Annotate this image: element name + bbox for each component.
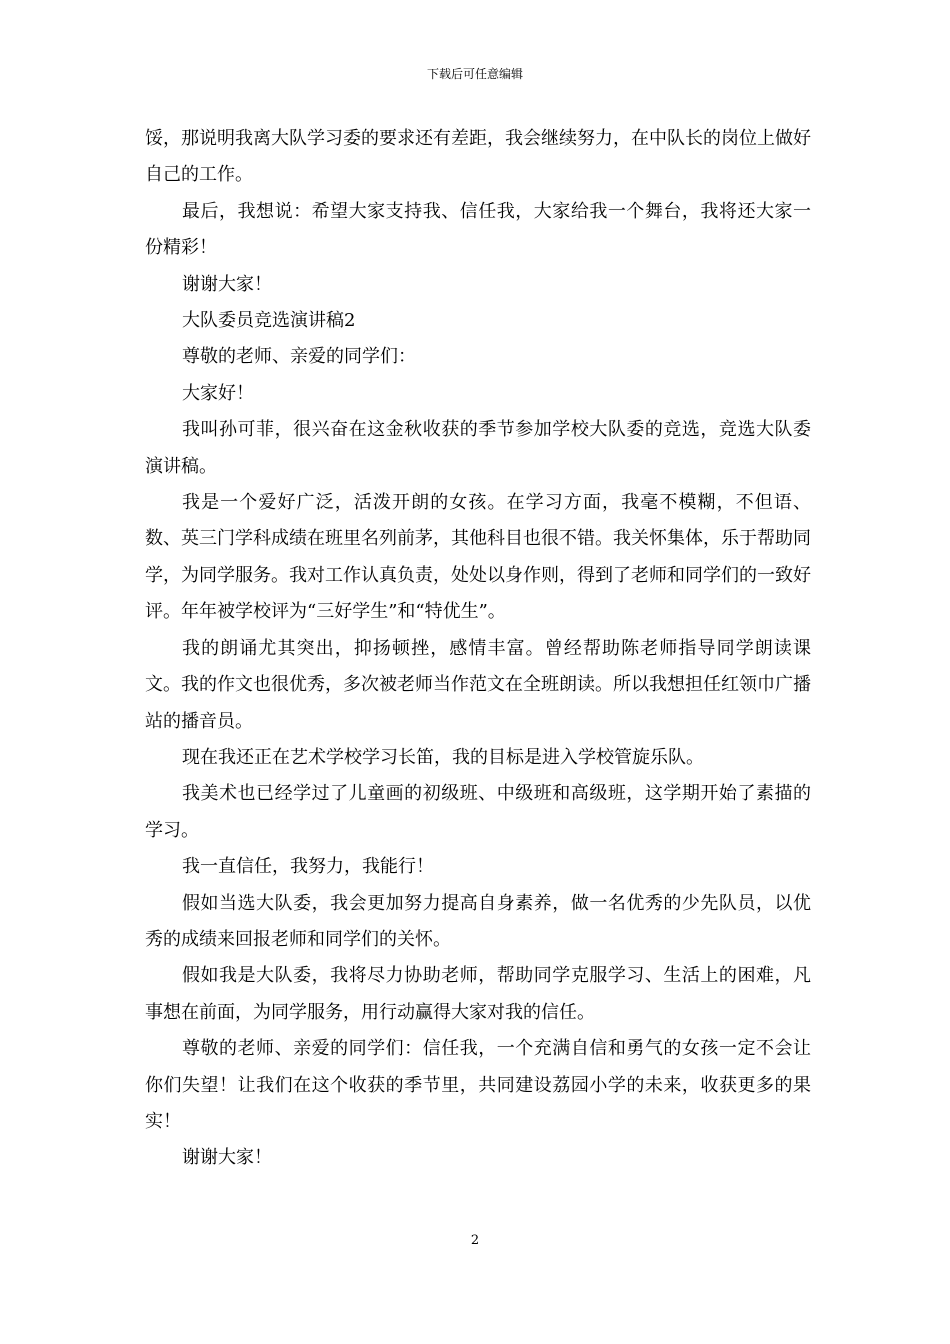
salutation: 尊敬的老师、亲爱的同学们： bbox=[182, 346, 416, 368]
paragraph: 我美术也已经学过了儿童画的初级班、中级班和高级班，这学期开始了素描的学习。 bbox=[145, 783, 811, 841]
paragraph: 我是一个爱好广泛，活泼开朗的女孩。在学习方面，我毫不模糊，不但语、数、英三门学科成绩在班里名列前茅，其他科目也很不错。我关怀集体，乐于帮助同学，为同学服务。我对工作认真负责，处处以身作则，得到了老师和同学们的一致好评。年年被学校评为“三好学生”和“特优生”。 bbox=[145, 492, 811, 623]
paragraph: 现在我还正在艺术学校学习长笛，我的目标是进入学校管旋乐队。 bbox=[182, 746, 704, 768]
document-body bbox=[145, 121, 811, 1177]
paragraph: 我的朗诵尤其突出，抑扬顿挫，感情丰富。曾经帮助陈老师指导同学朗读课文。我的作文也很优秀，多次被老师当作范文在全班朗读。所以我想担任红领巾广播站的播音员。 bbox=[145, 637, 811, 732]
paragraph: 最后，我想说：希望大家支持我、信任我，大家给我一个舞台，我将还大家一份精彩！ bbox=[145, 200, 811, 259]
paragraph: 我叫孙可菲，很兴奋在这金秋收获的季节参加学校大队委的竞选，竞选大队委演讲稿。 bbox=[145, 419, 811, 477]
greeting: 大家好！ bbox=[182, 382, 254, 404]
paragraph: 假如我是大队委，我将尽力协助老师，帮助同学克服学习、生活上的困难，凡事想在前面，为同学服务，用行动赢得大家对我的信任。 bbox=[145, 965, 811, 1023]
paragraph: 馁，那说明我离大队学习委的要求还有差距，我会继续努力，在中队长的岗位上做好自己的工作。 bbox=[145, 128, 811, 186]
section-title: 大队委员竞选演讲稿2 bbox=[182, 310, 356, 332]
paragraph: 谢谢大家！ bbox=[182, 273, 272, 295]
page-number: 2 bbox=[470, 1233, 480, 1248]
page-header: 下载后可任意编辑 bbox=[426, 67, 523, 81]
paragraph: 我一直信任，我努力，我能行！ bbox=[182, 856, 434, 878]
paragraph: 尊敬的老师、亲爱的同学们：信任我，一个充满自信和勇气的女孩一定不会让你们失望！让我们在这个收获的季节里，共同建设荔园小学的未来，收获更多的果实！ bbox=[145, 1038, 811, 1132]
closing: 谢谢大家！ bbox=[182, 1147, 272, 1169]
paragraph: 假如当选大队委，我会更加努力提高自身素养，做一名优秀的少先队员，以优秀的成绩来回报老师和同学们的关怀。 bbox=[145, 892, 811, 950]
